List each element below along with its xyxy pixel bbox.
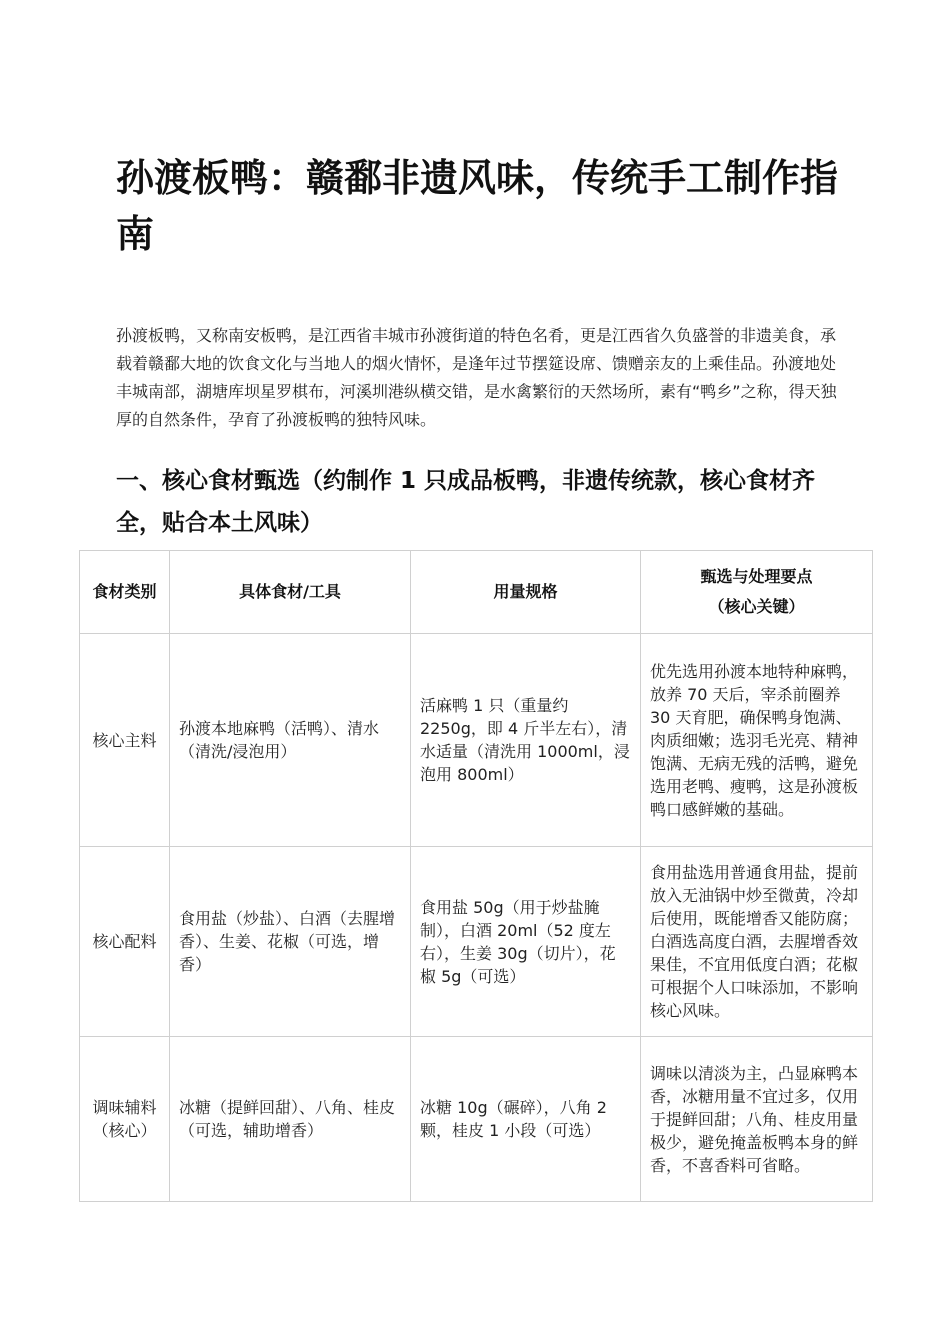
header-points [641, 551, 873, 634]
header-points-line2: （核心关键） [708, 597, 805, 616]
cell-amount: 冰糖 10g（碾碎），八角 2 颗，桂皮 1 小段（可选） [411, 1037, 641, 1202]
section-heading-ingredients: 一、核心食材甄选（约制作 1 只成品板鸭，非遗传统款，核心食材齐全，贴合本土风味） [116, 468, 816, 536]
header-ingredients: 具体食材/工具 [170, 551, 411, 634]
cell-ingredients: 孙渡本地麻鸭（活鸭）、清水（清洗/浸泡用） [170, 634, 411, 847]
cell-ingredients: 冰糖（提鲜回甜）、八角、桂皮（可选，辅助增香） [170, 1037, 411, 1202]
header-amount: 用量规格 [411, 551, 641, 634]
cell-ingredients: 食用盐（炒盐）、白酒（去腥增香）、生姜、花椒（可选，增香） [170, 847, 411, 1037]
table-row [80, 634, 873, 847]
page-title: 孙渡板鸭：赣鄱非遗风味，传统手工制作指南 [116, 156, 839, 256]
header-category: 食材类别 [80, 551, 170, 634]
header-points-line1: 甄选与处理要点 [700, 567, 813, 586]
ingredients-table [79, 550, 873, 1202]
cell-category: 核心主料 [80, 634, 170, 847]
cell-category: 调味辅料（核心） [80, 1037, 170, 1202]
cell-points: 食用盐选用普通食用盐，提前放入无油锅中炒至微黄，冷却后使用，既能增香又能防腐；白酒选高度白酒，去腥增香效果佳，不宜用低度白酒；花椒可根据个人口味添加，不影响核心风味。 [641, 847, 873, 1037]
intro-paragraph: 孙渡板鸭，又称南安板鸭，是江西省丰城市孙渡街道的特色名肴，更是江西省久负盛誉的非遗美食，承载着赣鄱大地的饮食文化与当地人的烟火情怀，是逢年过节摆筵设席、馈赠亲友的上乘佳品。孙渡地处丰城南部，湖塘库坝星罗棋布，河溪圳港纵横交错，是水禽繁衍的天然场所，素有“鸭乡”之称，得天独厚的自然条件，孕育了孙渡板鸭的独特风味。 [116, 326, 837, 429]
cell-points: 调味以清淡为主，凸显麻鸭本香，冰糖用量不宜过多，仅用于提鲜回甜；八角、桂皮用量极少，避免掩盖板鸭本身的鲜香，不喜香料可省略。 [641, 1037, 873, 1202]
cell-category: 核心配料 [80, 847, 170, 1037]
cell-amount: 食用盐 50g（用于炒盐腌制），白酒 20ml（52 度左右），生姜 30g（切片），花椒 5g（可选） [411, 847, 641, 1037]
cell-points: 优先选用孙渡本地特种麻鸭，放养 70 天后，宰杀前圈养 30 天育肥，确保鸭身饱满、肉质细嫩；选羽毛光亮、精神饱满、无病无残的活鸭，避免选用老鸭、瘦鸭，这是孙渡板鸭口感鲜嫩的基础。 [641, 634, 873, 847]
table-header-row [80, 551, 873, 634]
table-row [80, 847, 873, 1037]
table-row [80, 1037, 873, 1202]
cell-amount: 活麻鸭 1 只（重量约 2250g，即 4 斤半左右），清水适量（清洗用 1000ml，浸泡用 800ml） [411, 634, 641, 847]
